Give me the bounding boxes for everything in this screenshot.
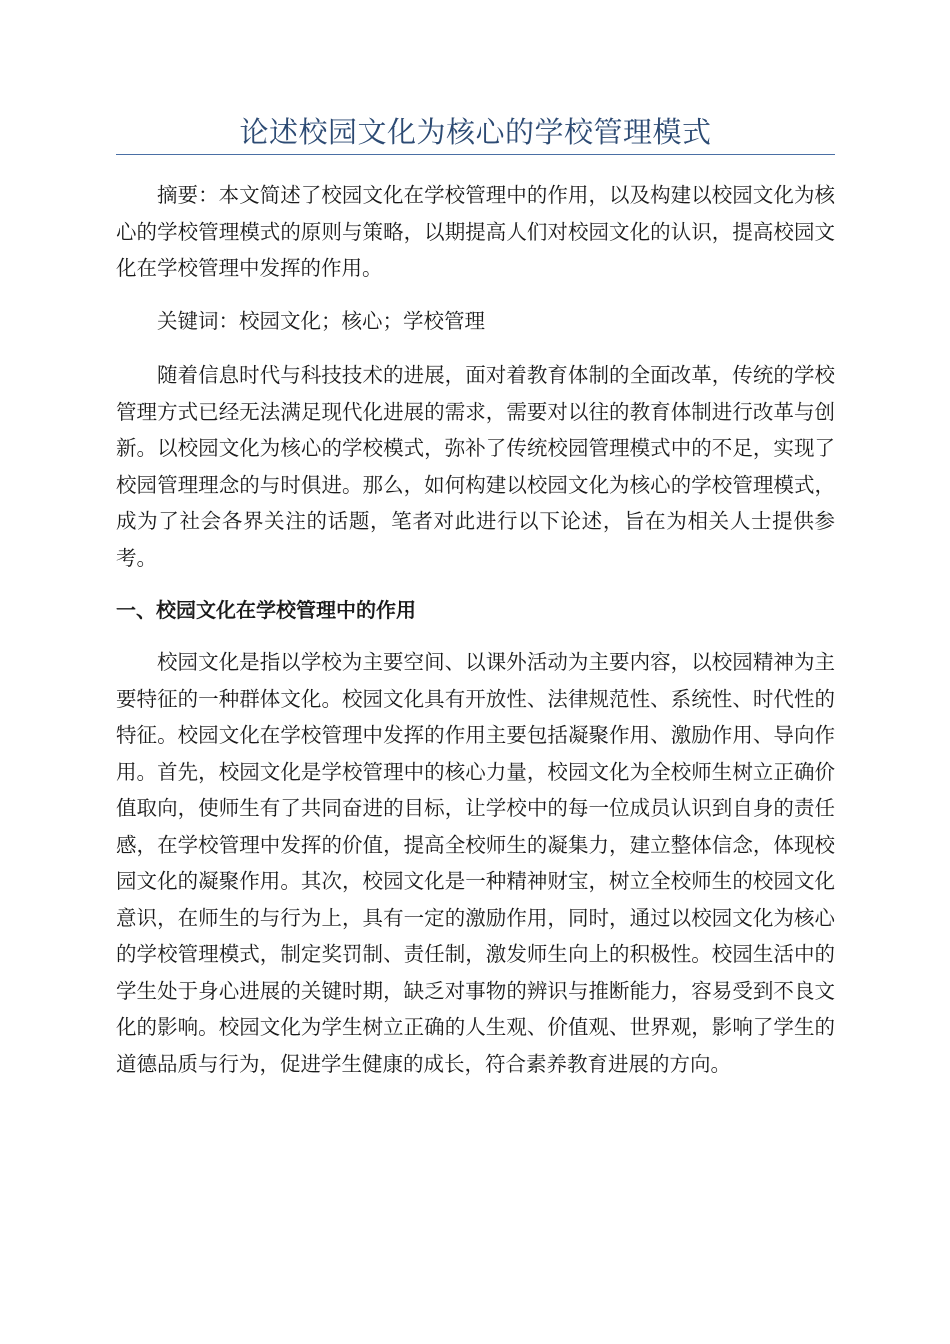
abstract-paragraph: 摘要：本文简述了校园文化在学校管理中的作用，以及构建以校园文化为核心的学校管理模式的原则与策略，以期提高人们对校园文化的认识，提高校园文化在学校管理中发挥的作用。 [116, 183, 835, 280]
section-body-1: 校园文化是指以学校为主要空间、以课外活动为主要内容，以校园精神为主要特征的一种群体文化。校园文化具有开放性、法律规范性、系统性、时代性的特征。校园文化在学校管理中发挥的作用主要包括凝聚作用、激励作用、导向作用。首先，校园文化是学校管理中的核心力量，校园文化为全校师生树立正确价值取向，使师生有了共同奋进的目标，让学校中的每一位成员认识到自身的责任感，在学校管理中发挥的价值，提高全校师生的凝集力，建立整体信念，体现校园文化的凝聚作用。其次，校园文化是一种精神财宝，树立全校师生的校园文化意识，在师生的与行为上，具有一定的激励作用，同时，通过以校园文化为核心的学校管理模式，制定奖罚制、责任制，激发师生向上的积极性。校园生活中的学生处于身心进展的关键时期，缺乏对事物的辨识与推断能力，容易受到不良文化的影响。校园文化为学生树立正确的人生观、价值观、世界观，影响了学生的道德品质与行为，促进学生健康的成长，符合素养教育进展的方向。 [116, 650, 835, 1076]
keywords-paragraph: 关键词：校园文化；核心；学校管理 [157, 308, 485, 333]
document-page [116, 0, 835, 1082]
intro-paragraph: 随着信息时代与科技技术的进展，面对着教育体制的全面改革，传统的学校管理方式已经无法满足现代化进展的需求，需要对以往的教育体制进行改革与创新。以校园文化为核心的学校模式，弥补了传统校园管理模式中的不足，实现了校园管理理念的与时俱进。那么，如何构建以校园文化为核心的学校管理模式，成为了社会各界关注的话题，笔者对此进行以下论述，旨在为相关人士提供参考。 [116, 363, 835, 570]
document-title: 论述校园文化为核心的学校管理模式 [116, 112, 835, 155]
section-heading-1: 一、校园文化在学校管理中的作用 [116, 598, 416, 622]
